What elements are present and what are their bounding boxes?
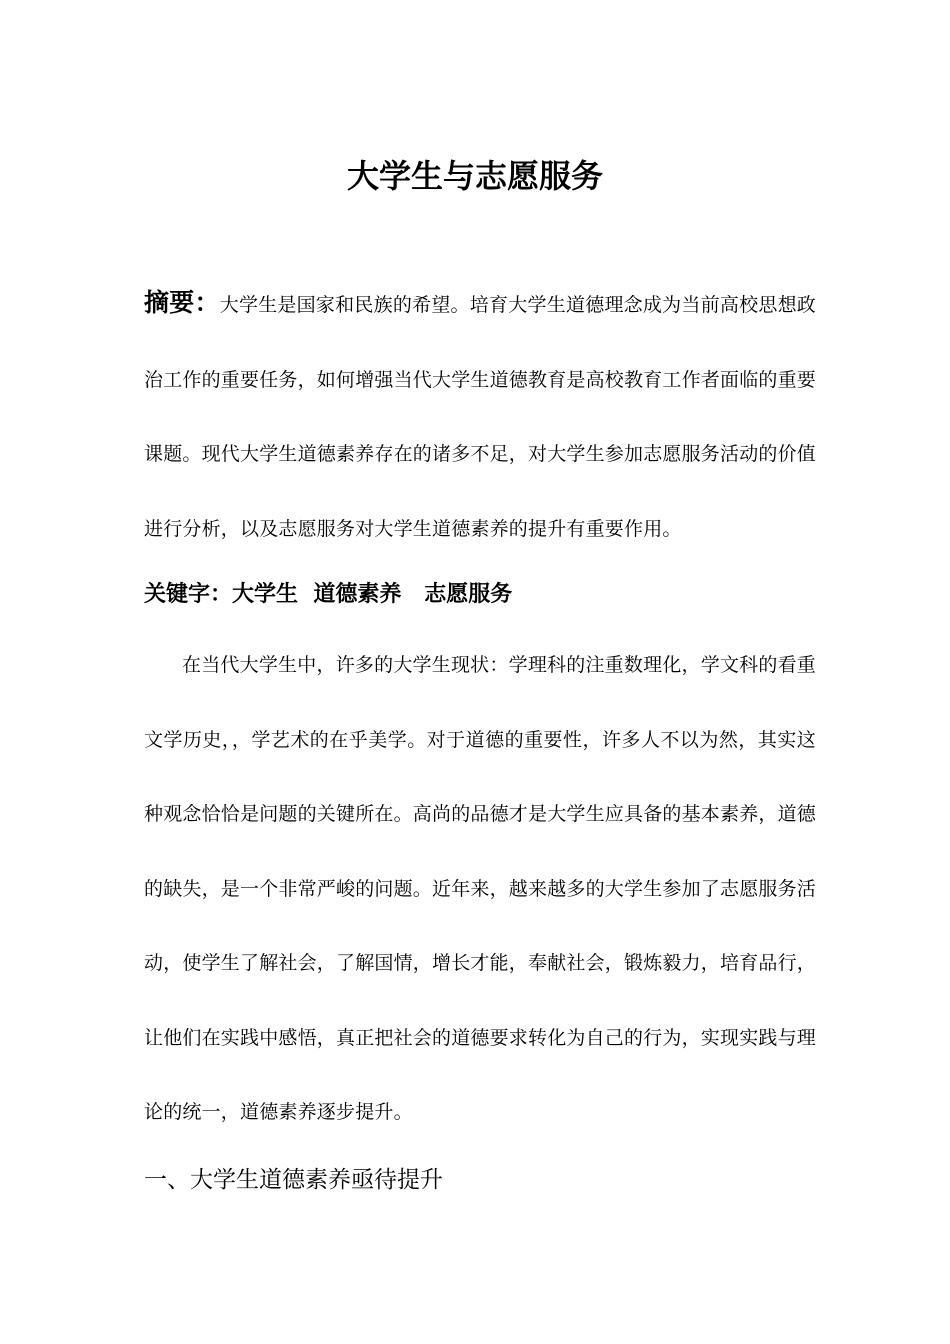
abstract-paragraph	[144, 266, 816, 566]
abstract-label: 摘要：	[144, 288, 220, 317]
abstract-text: 大学生是国家和民族的希望。培育大学生道德理念成为当前高校思想政治工作的重要任务，如何增强当代大学生道德教育是高校教育工作者面临的重要课题。现代大学生道德素养存在的诸多不足，对大学生参加志愿服务活动的价值进行分析，以及志愿服务对大学生道德素养的提升有重要作用。	[144, 294, 817, 540]
document-title: 大学生与志愿服务	[346, 157, 603, 195]
section-heading: 一、大学生道德素养亟待提升	[144, 1167, 443, 1193]
keywords-label: 关键字：	[144, 582, 233, 607]
body-paragraph: 在当代大学生中，许多的大学生现状：学理科的注重数理化，学文科的看重文学历史，，学艺术的在乎美学。对于道德的重要性，许多人不以为然，其实这种观念恰恰是问题的关键所在。高尚的品德才是大学生应具备的基本素养，道德的缺失，是一个非常严峻的问题。近年来，越来越多的大学生参加了志愿服务活动，使学生了解社会，了解国情，增长才能，奉献社会，锻炼毅力，培育品行，让他们在实践中感悟，真正把社会的道德要求转化为自己的行为，实现实践与理论的统一，道德素养逐步提升。	[144, 654, 817, 1123]
keywords-line	[144, 575, 512, 615]
keywords-text: 大学生 道德素养 志愿服务	[232, 582, 513, 607]
